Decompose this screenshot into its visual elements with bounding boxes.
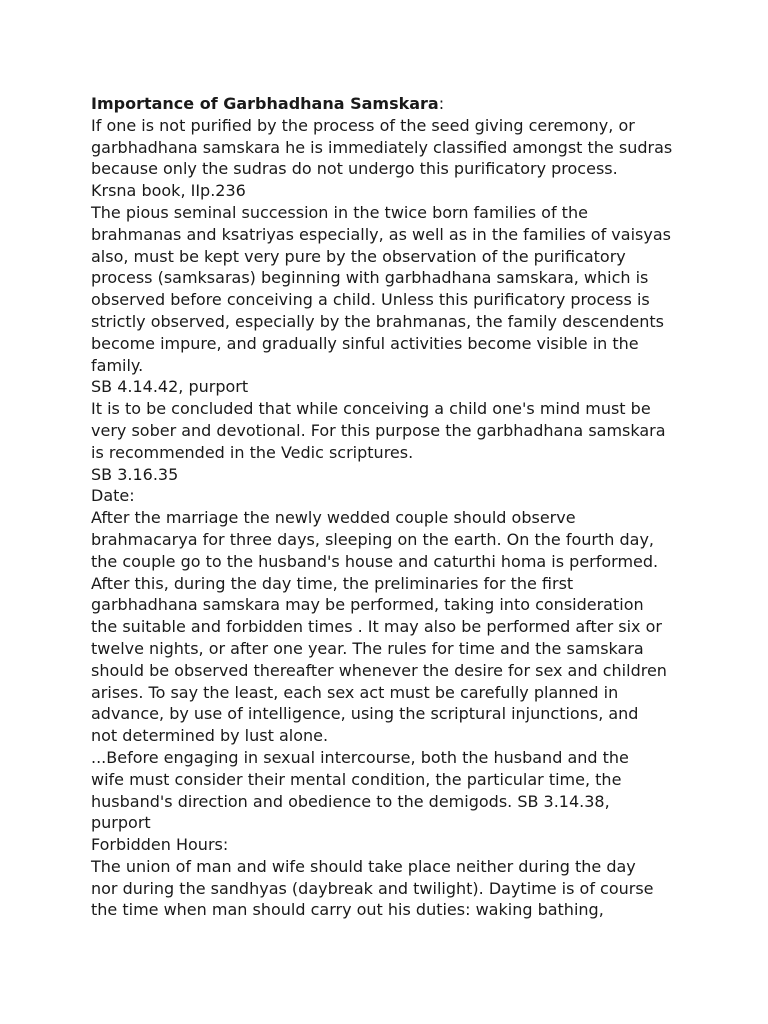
document-line: process (samksaras) beginning with garbhadhana samskara, which is [91,268,649,288]
document-line: brahmanas and ksatriyas especially, as well as in the families of vaisyas [91,224,671,244]
document-lines [91,115,731,921]
document-line: SB 4.14.42, purport [91,377,249,397]
document-line: brahmacarya for three days, sleeping on the earth. On the fourth day, [91,529,654,549]
document-line: twelve nights, or after one year. The rules for time and the samskara [91,638,644,658]
document-title-line [91,93,731,115]
document-line: garbhadhana samskara may be performed, taking into consideration [91,595,644,615]
document-line: family. [91,355,144,375]
document-line: After the marriage the newly wedded couple should observe [91,508,576,528]
document-line: should be observed thereafter whenever the desire for sex and children [91,660,667,680]
document-line: advance, by use of intelligence, using the scriptural injunctions, and [91,704,639,724]
document-line: Date: [91,486,135,506]
document-line: because only the sudras do not undergo this purificatory process. [91,159,618,179]
document-line: is recommended in the Vedic scriptures. [91,442,414,462]
document-line: Forbidden Hours: [91,835,229,855]
document-line: observed before conceiving a child. Unless this purificatory process is [91,290,650,310]
document-line: garbhadhana samskara he is immediately classified amongst the sudras [91,137,673,157]
document-line: also, must be kept very pure by the observation of the purificatory [91,246,626,266]
document-line: nor during the sandhyas (daybreak and twilight). Daytime is of course [91,878,654,898]
document-line: The union of man and wife should take place neither during the day [91,856,636,876]
document-line: arises. To say the least, each sex act must be carefully planned in [91,682,619,702]
document-line: the time when man should carry out his duties: waking bathing, [91,900,604,920]
document-line: Krsna book, IIp.236 [91,181,246,201]
document-line: become impure, and gradually sinful activities become visible in the [91,333,639,353]
document-line: ...Before engaging in sexual intercourse, both the husband and the [91,747,629,767]
document-line: If one is not purified by the process of the seed giving ceremony, or [91,115,635,135]
document-line: SB 3.16.35 [91,464,179,484]
document-line: wife must consider their mental condition, the particular time, the [91,769,622,789]
document-line: husband's direction and obedience to the demigods. SB 3.14.38, [91,791,610,811]
document-body [91,93,731,921]
document-line: strictly observed, especially by the brahmanas, the family descendents [91,311,664,331]
document-line: After this, during the day time, the preliminaries for the first [91,573,574,593]
document-line: The pious seminal succession in the twice born families of the [91,202,588,222]
document-title-suffix: : [438,94,445,113]
document-title: Importance of Garbhadhana Samskara [91,94,439,113]
document-line: purport [91,813,151,833]
document-line: It is to be concluded that while conceiving a child one's mind must be [91,399,651,419]
document-line: the suitable and forbidden times . It may also be performed after six or [91,617,662,637]
document-line: the couple go to the husband's house and caturthi homa is performed. [91,551,659,571]
document-line: not determined by lust alone. [91,726,329,746]
document-line: very sober and devotional. For this purpose the garbhadhana samskara [91,420,666,440]
